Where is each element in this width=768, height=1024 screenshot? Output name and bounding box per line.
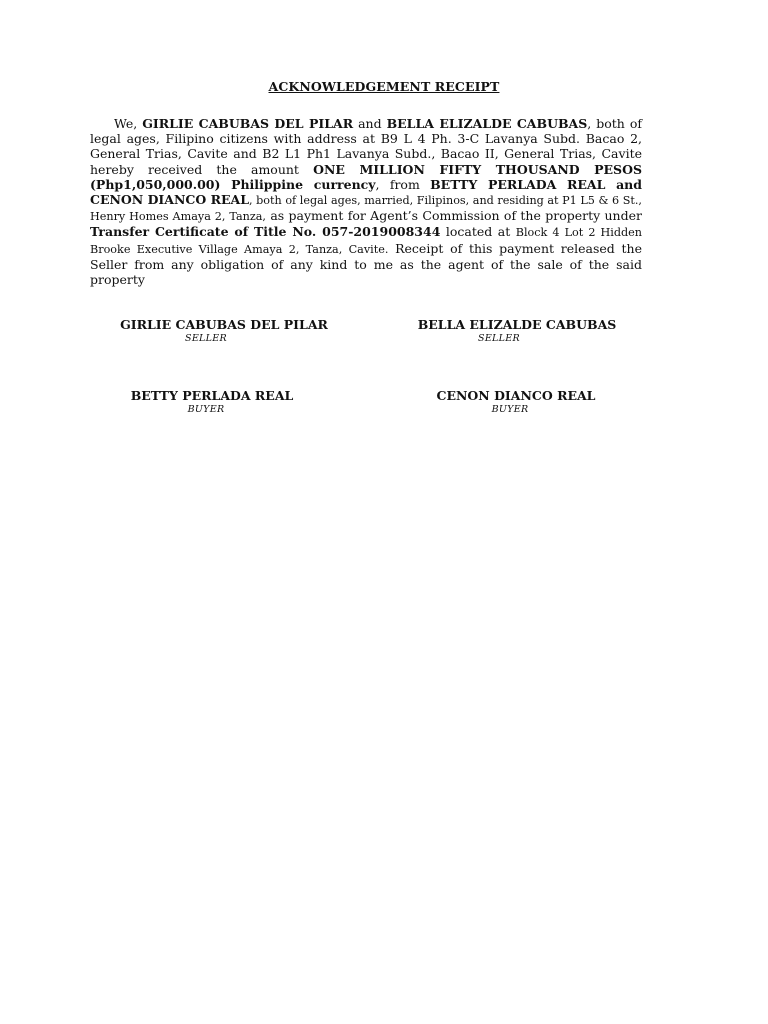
para-text-8: Receipt of this payment released the Seller from any obligation of any kind to me as the agent of the sale of the said property xyxy=(90,240,642,288)
signatory-role: SELLER xyxy=(185,333,227,344)
para-text-2: and xyxy=(353,116,387,131)
signatory-role: BUYER xyxy=(187,404,225,415)
para-text-6: as payment for Agent’s Commission of the property under xyxy=(266,208,642,224)
seller-2-name: BELLA ELIZALDE CABUBAS xyxy=(386,116,588,131)
signatory-seller-2 xyxy=(402,317,632,344)
signatory-buyer-1 xyxy=(112,388,312,415)
para-text-1: We, xyxy=(114,116,143,131)
para-text-4: , from xyxy=(375,176,431,192)
para-text-7: located at xyxy=(440,224,516,240)
document-title: ACKNOWLEDGEMENT RECEIPT xyxy=(268,79,500,94)
tct-number: Transfer Certificate of Title No. 057-2019008344 xyxy=(90,224,441,240)
signatory-role: SELLER xyxy=(478,333,520,344)
para-text-5: , both of legal ages, married, Filipinos, and residing at P1 L5 & 6 St., Henry Homes Amaya 2, Tanza, xyxy=(90,194,642,224)
signatory-buyer-2 xyxy=(416,388,616,415)
signatory-name: BETTY PERLADA REAL xyxy=(130,388,294,403)
signatory-seller-1 xyxy=(108,317,340,344)
receipt-paragraph xyxy=(90,116,642,287)
signatory-name: CENON DIANCO REAL xyxy=(436,388,596,403)
buyers-names: BETTY PERLADA REAL and CENON DIANCO REAL xyxy=(90,176,642,208)
seller-1-name: GIRLIE CABUBAS DEL PILAR xyxy=(142,116,354,131)
amount-text: ONE MILLION FIFTY THOUSAND PESOS (Php1,050,000.00) Philippine currency xyxy=(90,161,642,192)
para-text-3: , both of legal ages, Filipino citizens with address at B9 L 4 Ph. 3-C Lavanya Subd. Bacao 2, General Trias, Cavite and B2 L1 Ph1 Lavanya Subd., Bacao II, General Trias, Cavite hereby received the amount xyxy=(90,116,642,177)
signatory-role: BUYER xyxy=(491,404,529,415)
signatory-name: BELLA ELIZALDE CABUBAS xyxy=(417,317,617,332)
property-location: Block 4 Lot 2 Hidden Brooke Executive Village Amaya 2, Tanza, Cavite. xyxy=(90,226,643,256)
signatory-name: GIRLIE CABUBAS DEL PILAR xyxy=(120,317,328,332)
